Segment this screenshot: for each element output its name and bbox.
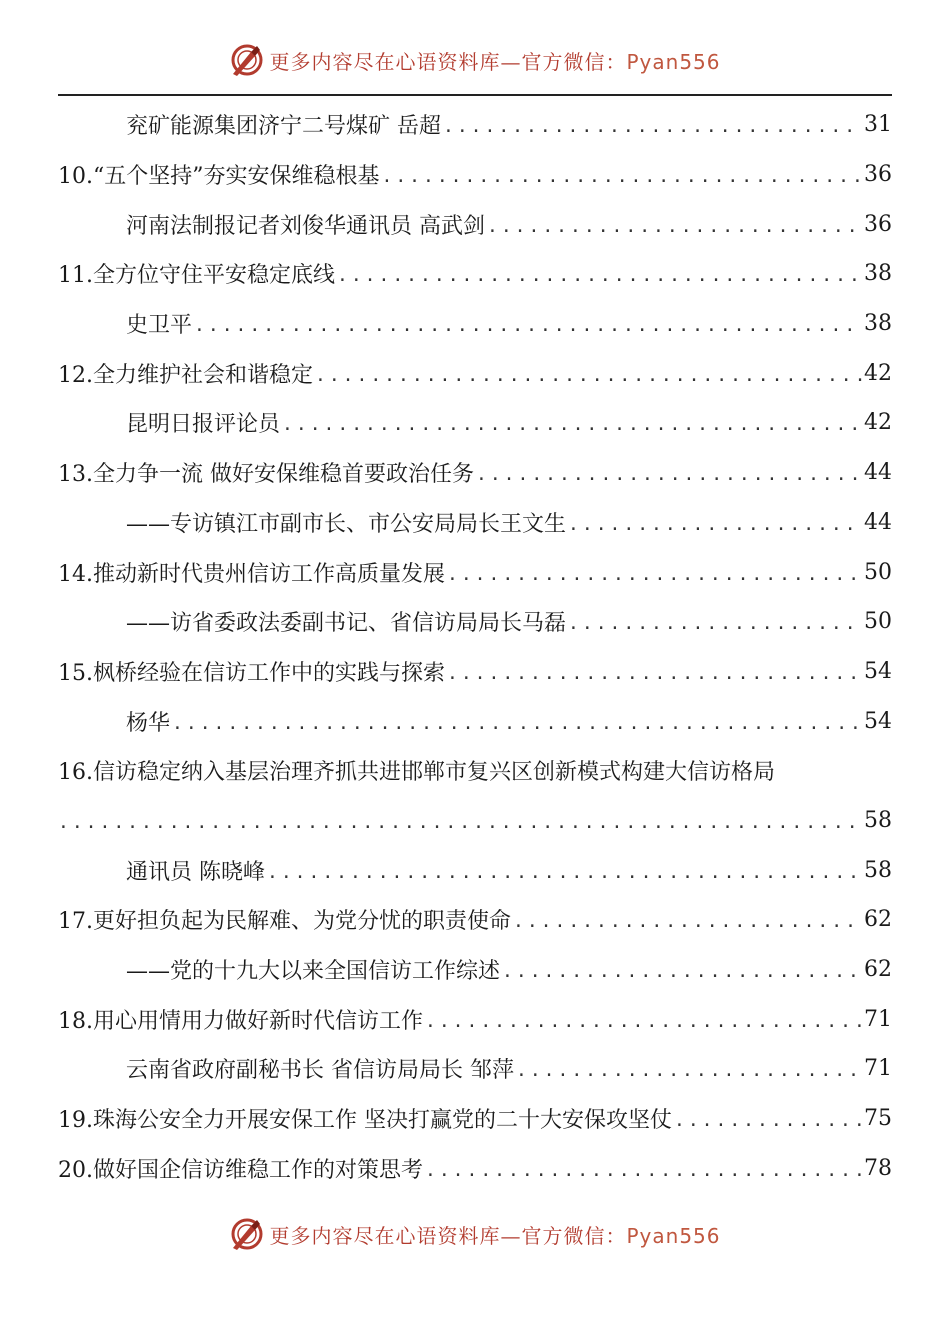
toc-leader-dots <box>425 1011 862 1032</box>
toc-entry[interactable] <box>58 150 892 200</box>
toc-page-number: 38 <box>864 311 892 337</box>
table-of-contents <box>58 100 892 1193</box>
toc-leader-dots <box>513 911 862 932</box>
toc-leader-dots <box>58 812 862 833</box>
toc-leader-dots <box>516 1060 862 1081</box>
toc-leader-dots <box>381 166 862 187</box>
toc-entry[interactable] <box>58 746 892 796</box>
toc-entry-title: 19.珠海公安全力开展安保工作 坚决打赢党的二十大安保攻坚仗 <box>58 1108 672 1134</box>
toc-leader-dots <box>282 414 862 435</box>
toc-page-number: 42 <box>864 360 892 386</box>
toc-entry[interactable] <box>58 1094 892 1144</box>
toc-leader-dots <box>172 713 862 734</box>
toc-page-number: 31 <box>864 112 892 138</box>
toc-page-number: 50 <box>864 559 892 585</box>
toc-entry-title: 兖矿能源集团济宁二号煤矿 岳超 <box>126 114 441 140</box>
toc-leader-dots <box>568 514 862 535</box>
toc-page-number: 62 <box>864 957 892 983</box>
toc-page-number: 44 <box>864 460 892 486</box>
toc-page-number: 58 <box>864 807 892 833</box>
toc-page-number: 36 <box>864 162 892 188</box>
toc-page-number: 75 <box>864 1106 892 1132</box>
toc-entry-title: ——党的十九大以来全国信访工作综述 <box>126 959 501 985</box>
toc-entry-title: 通讯员 陈晓峰 <box>126 859 265 885</box>
toc-page-number: 44 <box>864 509 892 535</box>
toc-entry-title: 云南省政府副秘书长 省信访局局长 邹萍 <box>126 1058 514 1084</box>
toc-page-number: 54 <box>864 708 892 734</box>
toc-entry[interactable] <box>58 597 892 647</box>
toc-page-number: 71 <box>864 1006 892 1032</box>
toc-entry-title: 13.全力争一流 做好安保维稳首要政治任务 <box>58 462 474 488</box>
toc-leader-dots <box>674 1110 862 1131</box>
toc-leader-dots <box>476 464 862 485</box>
toc-entry-title: 18.用心用情用力做好新时代信访工作 <box>58 1008 423 1034</box>
toc-entry-title: 11.全方位守住平安稳定底线 <box>58 263 335 289</box>
toc-leader-dots <box>568 613 862 634</box>
toc-entry[interactable] <box>58 1044 892 1094</box>
footer-banner-text: 更多内容尽在心语资料库—官方微信：Pyan556 <box>269 1223 721 1248</box>
toc-entry[interactable] <box>58 696 892 746</box>
toc-entry[interactable] <box>58 1143 892 1193</box>
toc-entry[interactable] <box>58 249 892 299</box>
toc-page-number: 42 <box>864 410 892 436</box>
toc-entry[interactable] <box>58 398 892 448</box>
toc-entry[interactable] <box>58 498 892 548</box>
pen-logo-icon <box>229 42 265 78</box>
toc-page-number: 62 <box>864 907 892 933</box>
toc-entry[interactable] <box>58 299 892 349</box>
toc-leader-dots <box>447 564 862 585</box>
toc-entry-title: 杨华 <box>126 710 171 736</box>
toc-entry-title: ——访省委政法委副书记、省信访局局长马磊 <box>126 611 567 637</box>
footer-banner <box>0 1212 950 1256</box>
toc-leader-dots <box>447 663 862 684</box>
toc-leader-dots <box>194 315 862 336</box>
toc-page-number: 78 <box>864 1155 892 1181</box>
toc-entry[interactable] <box>58 845 892 895</box>
toc-page-number: 36 <box>864 211 892 237</box>
toc-entry-title: 14.推动新时代贵州信访工作高质量发展 <box>58 561 445 587</box>
toc-entry-title: 20.做好国企信访维稳工作的对策思考 <box>58 1157 423 1183</box>
toc-entry-title: 16.信访稳定纳入基层治理齐抓共进邯郸市复兴区创新模式构建大信访格局 <box>58 760 775 786</box>
toc-leader-dots <box>502 961 862 982</box>
toc-leader-dots <box>337 265 862 286</box>
toc-page-number: 58 <box>864 857 892 883</box>
toc-entry-title: 15.枫桥经验在信访工作中的实践与探索 <box>58 660 445 686</box>
toc-entry-title: 史卫平 <box>126 313 193 339</box>
header-divider <box>58 94 892 96</box>
pen-logo-icon <box>229 1216 265 1252</box>
toc-leader-dots <box>267 862 862 883</box>
toc-entry[interactable] <box>58 647 892 697</box>
toc-page-number: 54 <box>864 658 892 684</box>
toc-entry[interactable] <box>58 945 892 995</box>
toc-page-number: 50 <box>864 609 892 635</box>
toc-entry[interactable] <box>58 448 892 498</box>
toc-entry-title: 10.“五个坚持”夯实安保维稳根基 <box>58 164 380 190</box>
header-banner <box>0 38 950 82</box>
toc-entry-title: 17.更好担负起为民解难、为党分忧的职责使命 <box>58 909 511 935</box>
toc-leader-dots <box>487 216 862 237</box>
header-banner-text: 更多内容尽在心语资料库—官方微信：Pyan556 <box>269 49 721 74</box>
toc-entry[interactable] <box>58 100 892 150</box>
toc-entry[interactable] <box>58 796 892 846</box>
toc-entry-title: 河南法制报记者刘俊华通讯员 高武剑 <box>126 213 485 239</box>
toc-entry-title: 昆明日报评论员 <box>126 412 281 438</box>
toc-entry[interactable] <box>58 348 892 398</box>
toc-entry[interactable] <box>58 994 892 1044</box>
toc-entry[interactable] <box>58 199 892 249</box>
toc-entry[interactable] <box>58 547 892 597</box>
toc-entry-title: ——专访镇江市副市长、市公安局局长王文生 <box>126 511 567 537</box>
toc-leader-dots <box>443 116 862 137</box>
toc-leader-dots <box>425 1160 862 1181</box>
toc-page-number: 71 <box>864 1056 892 1082</box>
toc-entry[interactable] <box>58 895 892 945</box>
toc-page-number: 38 <box>864 261 892 287</box>
toc-entry-title: 12.全力维护社会和谐稳定 <box>58 362 313 388</box>
toc-leader-dots <box>315 365 862 386</box>
